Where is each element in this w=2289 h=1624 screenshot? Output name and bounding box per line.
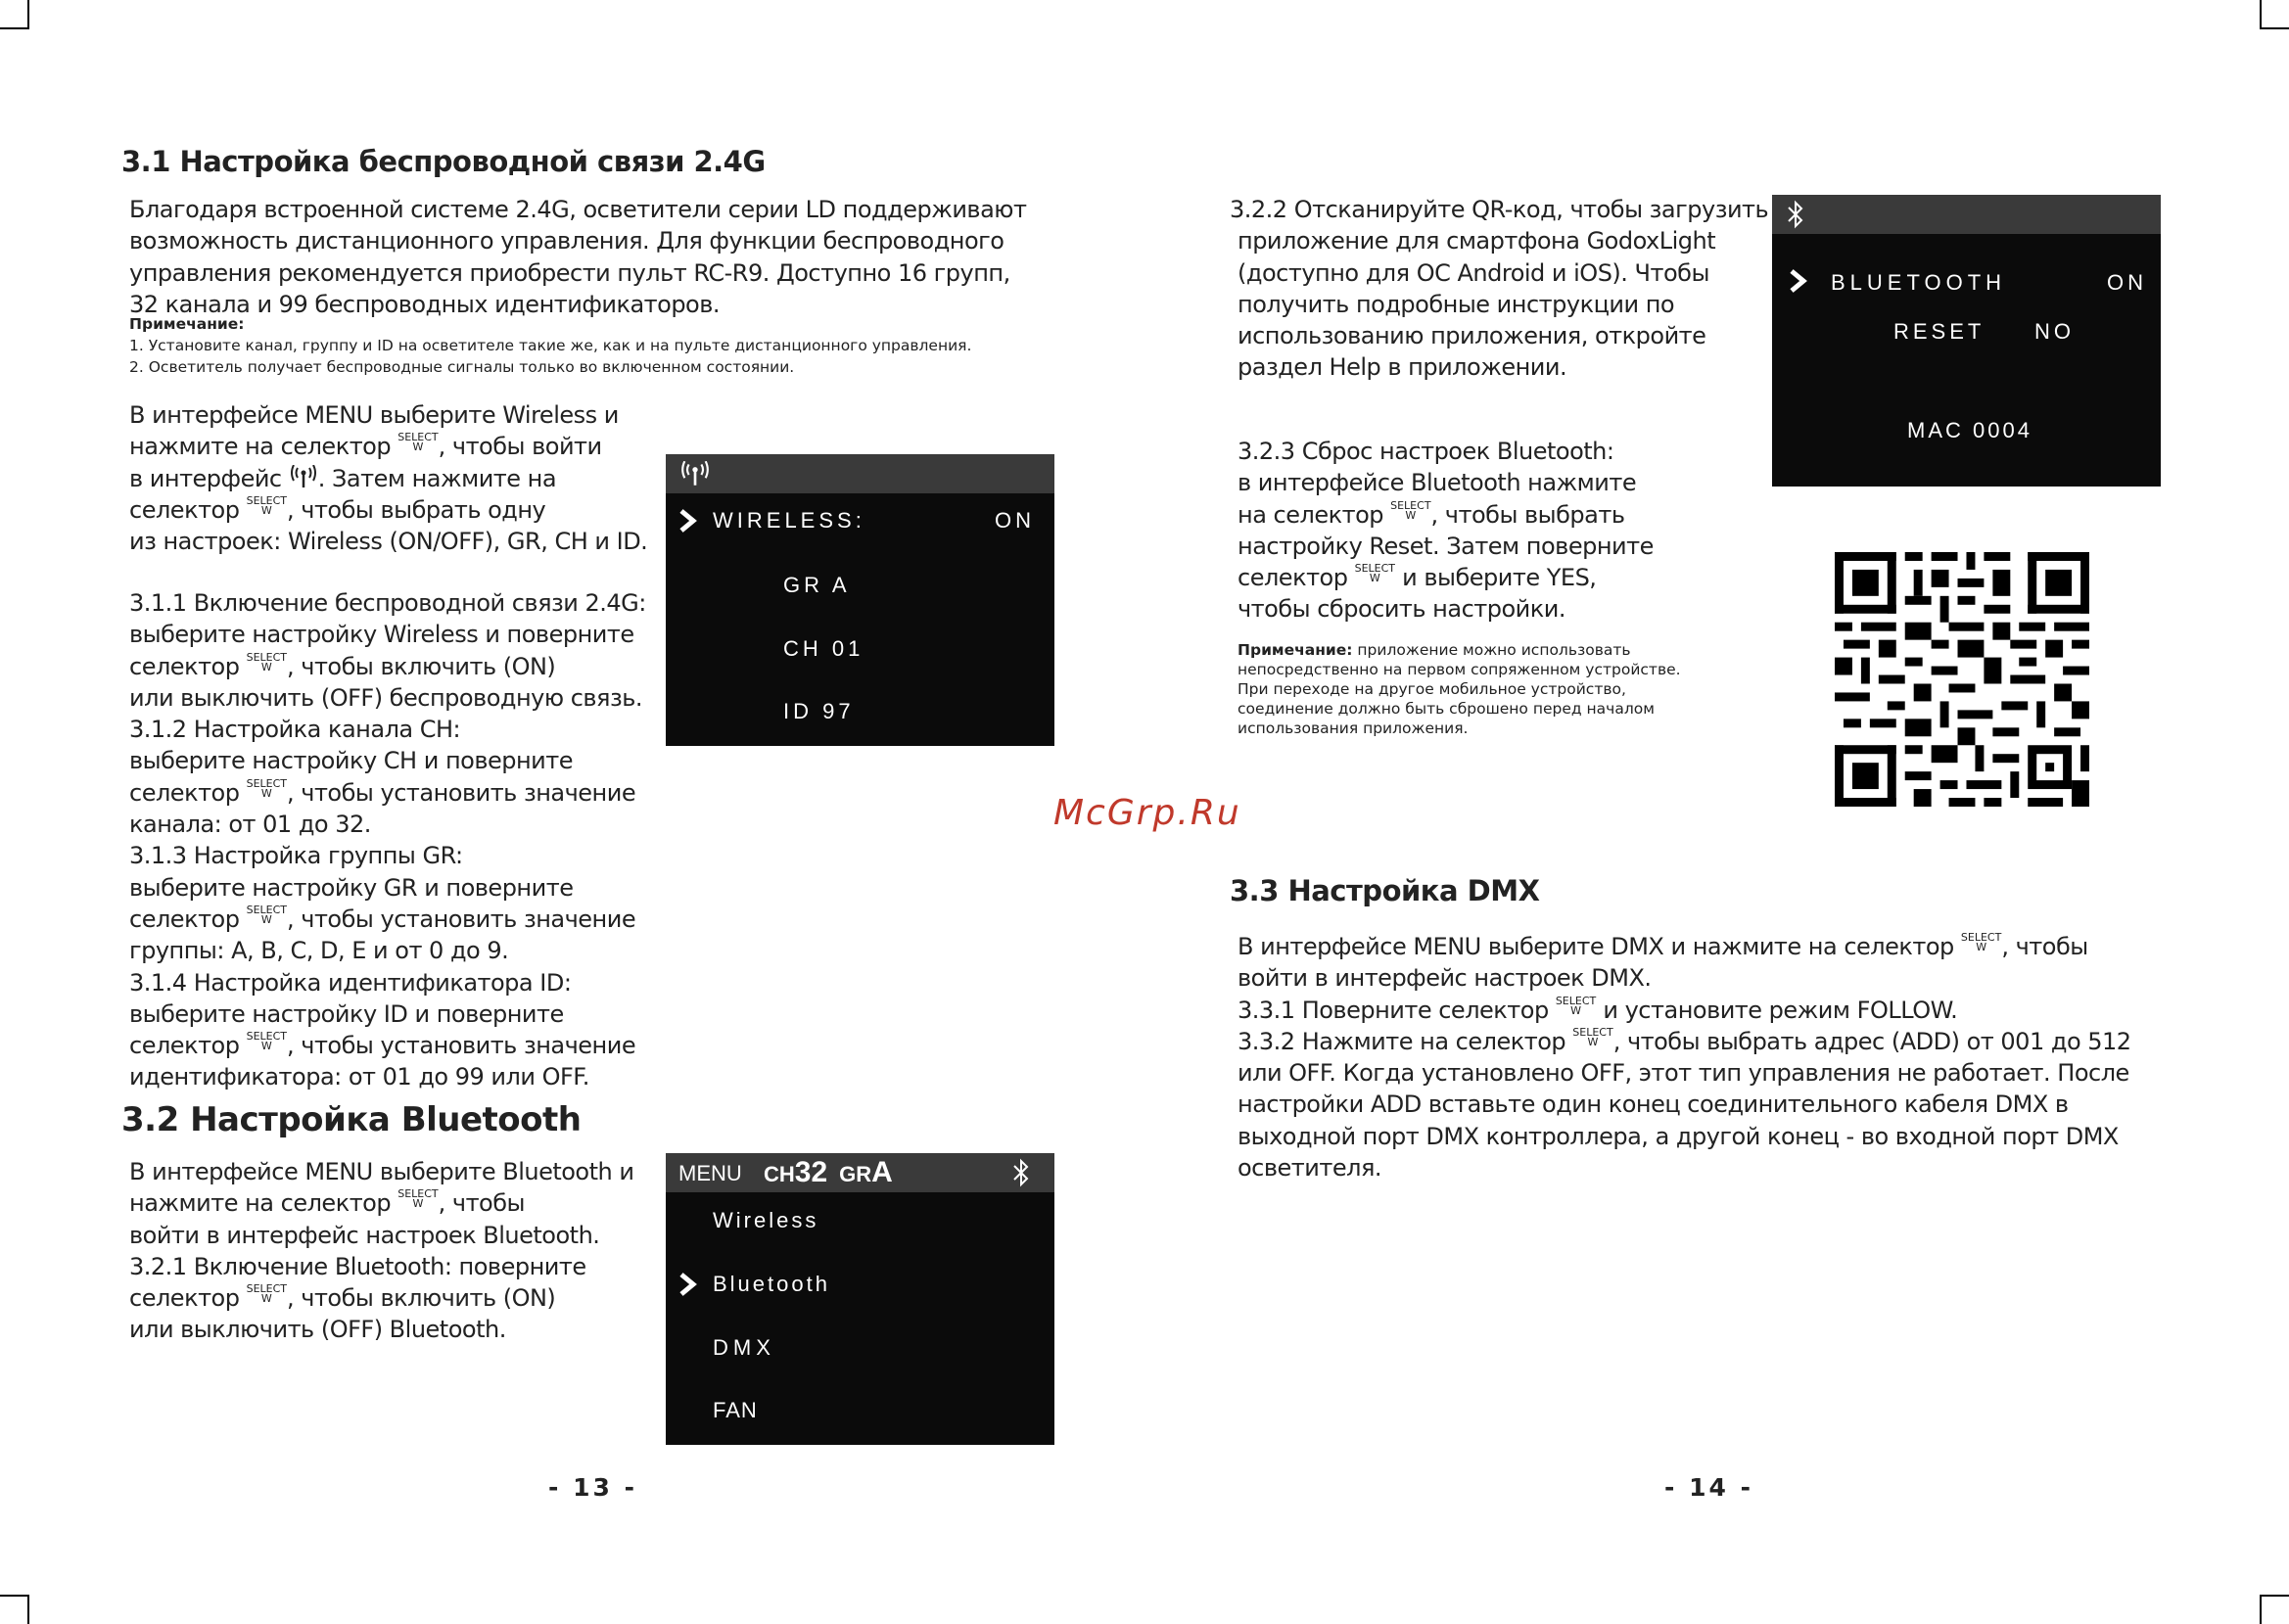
select-sub: W <box>412 441 424 454</box>
section-3-1-title: 3.1 Настройка беспроводной связи 2.4G <box>121 145 766 178</box>
crop-mark <box>2260 0 2262 29</box>
text-span: 3.3.1 Поверните селектор <box>1238 996 1556 1024</box>
text-line <box>129 463 647 494</box>
text-line: войти в интерфейс настроек Bluetooth. <box>129 1221 600 1249</box>
text-line: войти в интерфейс настроек DMX. <box>1238 964 1652 993</box>
select-sub: W <box>1369 572 1380 585</box>
text-span: селектор <box>129 652 247 680</box>
section-3-2-2 <box>1230 194 1768 384</box>
select-label: SELECT <box>246 493 288 507</box>
section-3-2-3 <box>1238 436 1654 626</box>
select-sub: W <box>1405 508 1417 522</box>
menu-screen <box>666 1153 1054 1445</box>
intro-line: Благодаря встроенной системе 2.4G, осветители серии LD поддерживают <box>129 196 1027 223</box>
text-line: канала: от 01 до 32. <box>129 811 371 839</box>
intro-line: 32 канала и 99 беспроводных идентификаторов. <box>129 290 721 318</box>
select-label: SELECT <box>1555 994 1597 1007</box>
text-line: из настроек: Wireless (ON/OFF), GR, CH и ID. <box>129 528 648 556</box>
chevron-right-icon <box>1790 269 1807 293</box>
text-line: В интерфейсе MENU выберите Wireless и <box>129 401 619 429</box>
text-line <box>129 651 646 682</box>
text-span: , чтобы установить значение <box>287 1032 636 1060</box>
menu-item-dmx[interactable]: DMX <box>713 1335 775 1360</box>
text-span: , чтобы выбрать адрес (ADD) от 001 до 512 <box>1612 1027 2131 1055</box>
note-block-left <box>129 313 971 378</box>
text-line: идентификатора: от 01 до 99 или OFF. <box>129 1063 589 1091</box>
text-line: (доступно для ОС Android и iOS). Чтобы <box>1238 258 1709 287</box>
text-span: , чтобы <box>2001 933 2088 960</box>
section-3-1-intro <box>129 194 1026 320</box>
text-line: получить подробные инструкции по <box>1238 290 1675 318</box>
select-sub: W <box>412 1197 424 1211</box>
text-line <box>129 1187 633 1219</box>
text-line <box>129 494 647 526</box>
text-line: В интерфейсе MENU выберите Bluetooth и <box>129 1158 634 1185</box>
text-line: или выключить (OFF) Bluetooth. <box>129 1316 506 1344</box>
wireless-antenna-icon <box>289 465 318 488</box>
select-dial-icon <box>397 433 438 452</box>
wireless-antenna-icon <box>679 461 711 487</box>
text-span: , чтобы включить (ON) <box>287 1284 556 1313</box>
text-span: на селектор <box>1238 500 1391 529</box>
text-line: выберите настройку CH и поверните <box>129 747 573 775</box>
text-line <box>1238 562 1654 593</box>
select-sub: W <box>260 660 272 673</box>
text-span: , чтобы выбрать одну <box>287 495 546 524</box>
select-dial-icon <box>1355 564 1395 583</box>
screen-header-bar <box>666 1153 1054 1192</box>
select-dial-icon <box>247 1032 287 1051</box>
select-sub: W <box>260 912 272 926</box>
select-sub: W <box>1587 1035 1599 1048</box>
select-label: SELECT <box>397 1187 439 1201</box>
select-dial-icon <box>1572 1025 1613 1048</box>
text-line: 3.2.2 Отсканируйте QR-код, чтобы загрузить <box>1230 196 1769 223</box>
text-line: 3.1.2 Настройка канала CH: <box>129 716 461 744</box>
text-line: 3.2.3 Сброс настроек Bluetooth: <box>1238 438 1614 465</box>
select-dial-icon <box>247 1284 287 1304</box>
text-span: 3.3.2 Нажмите на селектор <box>1238 1027 1573 1055</box>
crop-mark <box>0 27 29 29</box>
text-span: селектор <box>129 905 247 933</box>
select-dial-icon <box>1961 933 2001 952</box>
text-line: приложение для смартфона GodoxLight <box>1238 227 1716 255</box>
channel-group-indicator <box>764 1156 893 1189</box>
note-line: соединение должно быть сброшено перед началом <box>1238 700 1655 718</box>
text-line: 3.1.3 Настройка группы GR: <box>129 842 463 870</box>
select-label: SELECT <box>1390 498 1431 512</box>
select-dial-icon <box>1555 994 1597 1017</box>
text-line: выберите настройку GR и поверните <box>129 873 574 902</box>
text-line: или выключить (OFF) беспроводную связь. <box>129 683 643 712</box>
text-span: , чтобы установить значение <box>287 905 636 933</box>
note-label: Примечание: <box>129 315 245 333</box>
crop-mark <box>27 0 29 29</box>
text-span: нажмите на селектор <box>129 1189 398 1218</box>
select-dial-icon <box>1390 498 1431 522</box>
text-line: группы: A, B, C, D, E и от 0 до 9. <box>129 937 509 965</box>
select-sub: W <box>1976 941 1987 953</box>
subsections-3-1-x <box>129 587 646 1093</box>
reset-row-value: NO <box>2034 319 2075 344</box>
intro-line: управления рекомендуется приобрести пульт RC-R9. Доступно 16 групп, <box>129 258 1010 287</box>
section-3-3-text <box>1238 931 2131 1183</box>
qr-code-image[interactable] <box>1835 552 2089 807</box>
crop-mark <box>2260 27 2289 29</box>
text-span: селектор <box>1238 564 1355 592</box>
text-span: В интерфейсе MENU выберите DMX и нажмите на селектор <box>1238 933 1961 960</box>
bluetooth-icon <box>1011 1158 1031 1187</box>
wireless-row-label: WIRELESS: <box>713 508 865 533</box>
id-row: ID 97 <box>783 699 855 723</box>
text-span: селектор <box>129 1284 247 1313</box>
text-span: селектор <box>129 495 247 524</box>
section-3-2-text <box>129 1156 633 1346</box>
select-label: SELECT <box>1572 1025 1613 1039</box>
text-span: нажмите на селектор <box>129 433 398 461</box>
text-span: , чтобы установить значение <box>287 778 636 807</box>
text-span: , чтобы <box>438 1189 525 1218</box>
screen-header-bar <box>666 454 1054 493</box>
menu-label: MENU <box>678 1161 742 1185</box>
select-label: SELECT <box>246 903 288 916</box>
text-line <box>129 904 646 935</box>
text-line: 3.1.1 Включение беспроводной связи 2.4G: <box>129 589 646 617</box>
crop-mark <box>0 1595 29 1597</box>
bluetooth-row-label: BLUETOOTH <box>1831 270 2007 295</box>
text-line <box>129 1030 646 1061</box>
select-label: SELECT <box>397 431 439 444</box>
intro-line: возможность дистанционного управления. Для функции беспроводного <box>129 227 1004 255</box>
note-line: использования приложения. <box>1238 719 1469 737</box>
mac-address: MAC 0004 <box>1907 418 2032 442</box>
menu-item-wireless[interactable]: Wireless <box>713 1208 819 1232</box>
text-span: . Затем нажмите на <box>317 464 557 492</box>
crop-mark <box>27 1595 29 1624</box>
select-dial-icon <box>246 650 288 673</box>
text-line: выходной порт DMX контроллера, а другой конец - во входной порт DMX <box>1238 1122 2119 1150</box>
text-span: и установите режим FOLLOW. <box>1596 996 1958 1024</box>
group-row: GR A <box>783 573 851 597</box>
note-line <box>1238 640 1681 660</box>
text-line: осветителя. <box>1238 1154 1382 1183</box>
text-line <box>1238 995 2131 1026</box>
select-dial-icon <box>397 1189 438 1209</box>
section-3-3-title: 3.3 Настройка DMX <box>1230 874 1540 907</box>
select-sub: W <box>1570 1003 1581 1017</box>
note-label: Примечание: <box>1238 641 1353 659</box>
text-span: приложение можно использовать <box>1352 641 1631 659</box>
select-dial-icon <box>246 493 288 517</box>
text-line: выберите настройку ID и поверните <box>129 999 564 1028</box>
crop-mark <box>2260 1595 2289 1597</box>
select-sub: W <box>260 786 272 800</box>
text-line <box>1238 1026 2131 1057</box>
crop-mark <box>2260 1595 2262 1624</box>
wireless-row-value: ON <box>995 508 1035 533</box>
select-sub: W <box>260 1040 272 1053</box>
gr-value: A <box>871 1156 893 1188</box>
note-line: непосредственно на первом сопряженном устройстве. <box>1238 661 1681 678</box>
select-label: SELECT <box>246 650 288 664</box>
note-line: 2. Осветитель получает беспроводные сигналы только во включенном состоянии. <box>129 358 795 376</box>
text-line <box>129 1282 633 1314</box>
section-3-2-title: 3.2 Настройка Bluetooth <box>121 1100 582 1139</box>
text-span: и выберите YES, <box>1395 564 1597 592</box>
text-span: , чтобы выбрать <box>1430 500 1625 529</box>
chevron-right-icon <box>679 1273 697 1296</box>
channel-row: CH 01 <box>783 636 864 661</box>
text-line: в интерфейсе Bluetooth нажмите <box>1238 469 1637 497</box>
text-line: 3.2.1 Включение Bluetooth: поверните <box>129 1252 586 1280</box>
text-line: раздел Help в приложении. <box>1238 353 1567 382</box>
text-line <box>129 777 646 809</box>
ch-prefix: CH <box>764 1162 795 1186</box>
select-sub: W <box>260 503 272 517</box>
reset-row-label: RESET <box>1893 319 1985 344</box>
text-line: настройки ADD вставьте один конец соединительного кабеля DMX в <box>1238 1090 2069 1119</box>
text-line <box>129 431 647 462</box>
note-block-right <box>1238 640 1681 738</box>
text-line: настройку Reset. Затем поверните <box>1238 532 1654 560</box>
text-span: селектор <box>129 778 247 807</box>
text-line: чтобы сбросить настройки. <box>1238 595 1565 624</box>
menu-wireless-instructions <box>129 399 647 557</box>
text-span: селектор <box>129 1032 247 1060</box>
text-line: использованию приложения, откройте <box>1238 322 1706 350</box>
text-line: 3.1.4 Настройка идентификатора ID: <box>129 968 572 997</box>
select-dial-icon <box>246 776 288 800</box>
select-label: SELECT <box>246 776 288 790</box>
text-span: , чтобы включить (ON) <box>287 652 556 680</box>
text-line: выберите настройку Wireless и поверните <box>129 621 634 649</box>
select-dial-icon <box>247 905 287 925</box>
page-number-left: - 13 - <box>548 1473 637 1502</box>
watermark: McGrp.Ru <box>1053 793 1241 833</box>
text-line: или OFF. Когда установлено OFF, этот тип управления не работает. После <box>1238 1059 2129 1088</box>
bluetooth-icon <box>1786 200 1805 229</box>
wireless-screen <box>666 454 1054 746</box>
text-span: в интерфейс <box>129 464 289 492</box>
chevron-right-icon <box>679 509 697 533</box>
text-line <box>1238 931 2131 962</box>
gr-prefix: GR <box>839 1162 872 1186</box>
bluetooth-screen <box>1772 195 2161 487</box>
select-sub: W <box>260 1292 272 1306</box>
text-line <box>1238 499 1654 531</box>
note-line: 1. Установите канал, группу и ID на осветителе такие же, как и на пульте дистанционного управления. <box>129 337 972 354</box>
page-number-right: - 14 - <box>1664 1473 1753 1502</box>
text-span: , чтобы войти <box>438 433 602 461</box>
select-label: SELECT <box>246 1282 288 1296</box>
ch-value: 32 <box>794 1156 828 1188</box>
select-label: SELECT <box>1354 562 1396 576</box>
select-label: SELECT <box>1960 931 2002 944</box>
screen-header-bar <box>1772 195 2161 234</box>
note-line: При переходе на другое мобильное устройство, <box>1238 680 1626 698</box>
bluetooth-row-value: ON <box>2107 270 2147 295</box>
menu-item-fan[interactable]: FAN <box>713 1398 758 1422</box>
select-label: SELECT <box>246 1030 288 1044</box>
menu-item-bluetooth[interactable]: Bluetooth <box>713 1272 830 1296</box>
